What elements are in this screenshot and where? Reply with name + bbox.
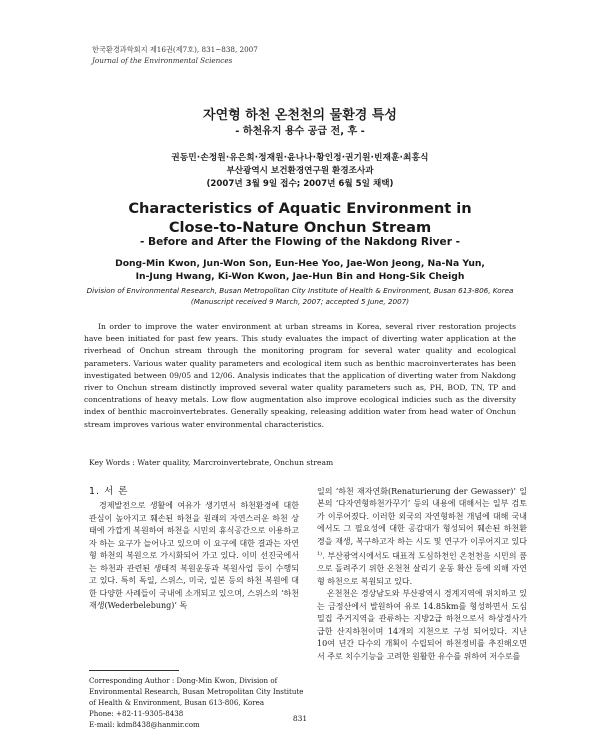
footnote-email: E-mail: kdm8438@hanmir.com [89, 720, 200, 729]
journal-name: Journal of the Environmental Sciences [92, 56, 233, 65]
english-authors-line1: Dong-Min Kwon, Jun-Won Son, Eun-Hee Yoo, Jae-Won Jeong, Na-Na Yun, [115, 258, 485, 269]
page-number: 831 [292, 714, 308, 723]
english-affiliation: Division of Environmental Research, Busan Metropolitan City Institute of Health & Environment, Busan 613-806, Korea [86, 286, 514, 295]
footnote-phone: Phone: +82-11-9305-8438 [89, 709, 184, 718]
section-heading: 1. 서 론 [89, 486, 129, 497]
intro-text-part2: . 부산광역시에서도 대표적 도심하천인 온천천을 시민의 품으로 돌려주기 위한 온천천 살리기 운동 확산 등에 의해 자연형 하천으로 복원되고 있다. [317, 551, 527, 586]
english-authors-line2: In-Jung Hwang, Ki-Won Kwon, Jae-Hun Bin and Hong-Sik Cheigh [135, 271, 465, 282]
korean-affiliation: 부산광역시 보건환경연구원 환경조사과 [226, 166, 374, 176]
english-authors [0, 257, 600, 283]
english-title [0, 199, 600, 237]
intro-paragraph-2: 온천천은 경상남도와 부산광역시 경계지역에 위치하고 있는 금정산에서 발원하여 유로 14.85km를 형성하면서 도심 밀집 주거지역을 관류하는 지방2급 하천으로서 하상경사가 급한 산지하천이며 14개의 지천으로 구성 되어있다. 지난 10여 년간 다수의 개획이 수립되어 하천정비를 추진해오면서 주로 치수기능을 고려한 원활한 유수를 위하여 저수로를 [317, 589, 527, 661]
english-title-line1: Characteristics of Aquatic Environment in [128, 200, 472, 217]
footnote-divider [89, 670, 179, 671]
intro-paragraph-right [317, 486, 527, 588]
korean-title: 자연형 하천 온천천의 물환경 특성 [203, 108, 397, 123]
journal-citation: 한국환경과학회지 제16권(제7호), 831~838, 2007 [92, 45, 258, 54]
korean-received-date: (2007년 3월 9일 접수; 2007년 6월 5일 채택) [206, 179, 394, 189]
manuscript-dates: (Manuscript received 9 March, 2007; accepted 5 June, 2007) [190, 297, 410, 306]
korean-authors: 권동민·손정원·유은희·정재원·윤나나·황인정·권기원·빈재훈·최홍식 [171, 153, 429, 163]
english-subtitle: - Before and After the Flowing of the Nakdong River - [139, 236, 461, 248]
english-title-line2: Close-to-Nature Onchun Stream [168, 219, 432, 236]
abstract: In order to improve the water environment at urban streams in Korea, several river restoration projects have been initiated for past few years. This study evaluates the impact of diverting water application at the riverhead of Onchun stream through the monitoring program for several water quality and ecological parameters. Various water quality parameters and ecological item such as benthic macroinverterates has been investigated between 09/05 and 12/06. Analysis indicates that the application of diverting water from Nakdong river to Onchun stream distinctly improved several water quality parameters such as, PH, BOD, TN, TP and concentrations of heavy metals. Low flow augmentation also improve ecological indicies such as the diversity index of benthic macroinvertebrates. Generally speaking, releasing addition water from head water of Onchun stream improves various water environmental characteristics. [84, 322, 516, 429]
footnote-author: Corresponding Author : Dong-Min Kwon, Division of Environmental Research, Busan Metropolitan City Institute of Health & Environment, Busan 613-806, Korea [89, 676, 304, 707]
right-column [317, 486, 527, 663]
keywords: Key Words : Water quality, Marcroinvertebrate, Onchun stream [89, 458, 334, 467]
journal-header [92, 44, 258, 66]
english-affiliation-block [0, 285, 600, 307]
intro-text-part1: 일의 ‘하천 재자연화(Renaturierung der Gewasser)’ 일본의 ‘다자연형하천가꾸기’ 등의 내용에 대해서는 일부 검토가 이루어졌다. 이러한 외국의 자연형하천 개념에 대해 국내에서도 그 필요성에 대한 공감대가 형성되어 훼손된 하천환경을 재생, 복구하고자 하는 시도 및 연구가 이루어지고 있다 [317, 487, 527, 546]
intro-paragraph-left: 경제발전으로 생활에 여유가 생기면서 하천환경에 대한 관심이 높아지고 훼손된 하천을 원래의 자연스러운 하천 상태에 가깝게 복원하여 하천을 시민의 휴식공간으로 이용하고자 하는 요구가 늘어나고 있으며 이 요구에 대한 결과는 자연형 하천의 복원으로 가시화되어 가고 있다. 이미 선진국에서는 하천과 관련된 생태적 복원운동과 복원사업 등이 수행되고 있다. 특히 독일, 스위스, 미국, 일본 등의 하천 복원에 대한 다양한 사례들이 국내에 소개되고 있으며, 스위스의 ‘하천재생(Wederbelebung)’ 독 [89, 501, 299, 611]
korean-subtitle: - 하천유지 용수 공급 전, 후 - [235, 126, 365, 137]
citation-superscript: 1) [317, 551, 323, 558]
left-column [89, 486, 299, 613]
